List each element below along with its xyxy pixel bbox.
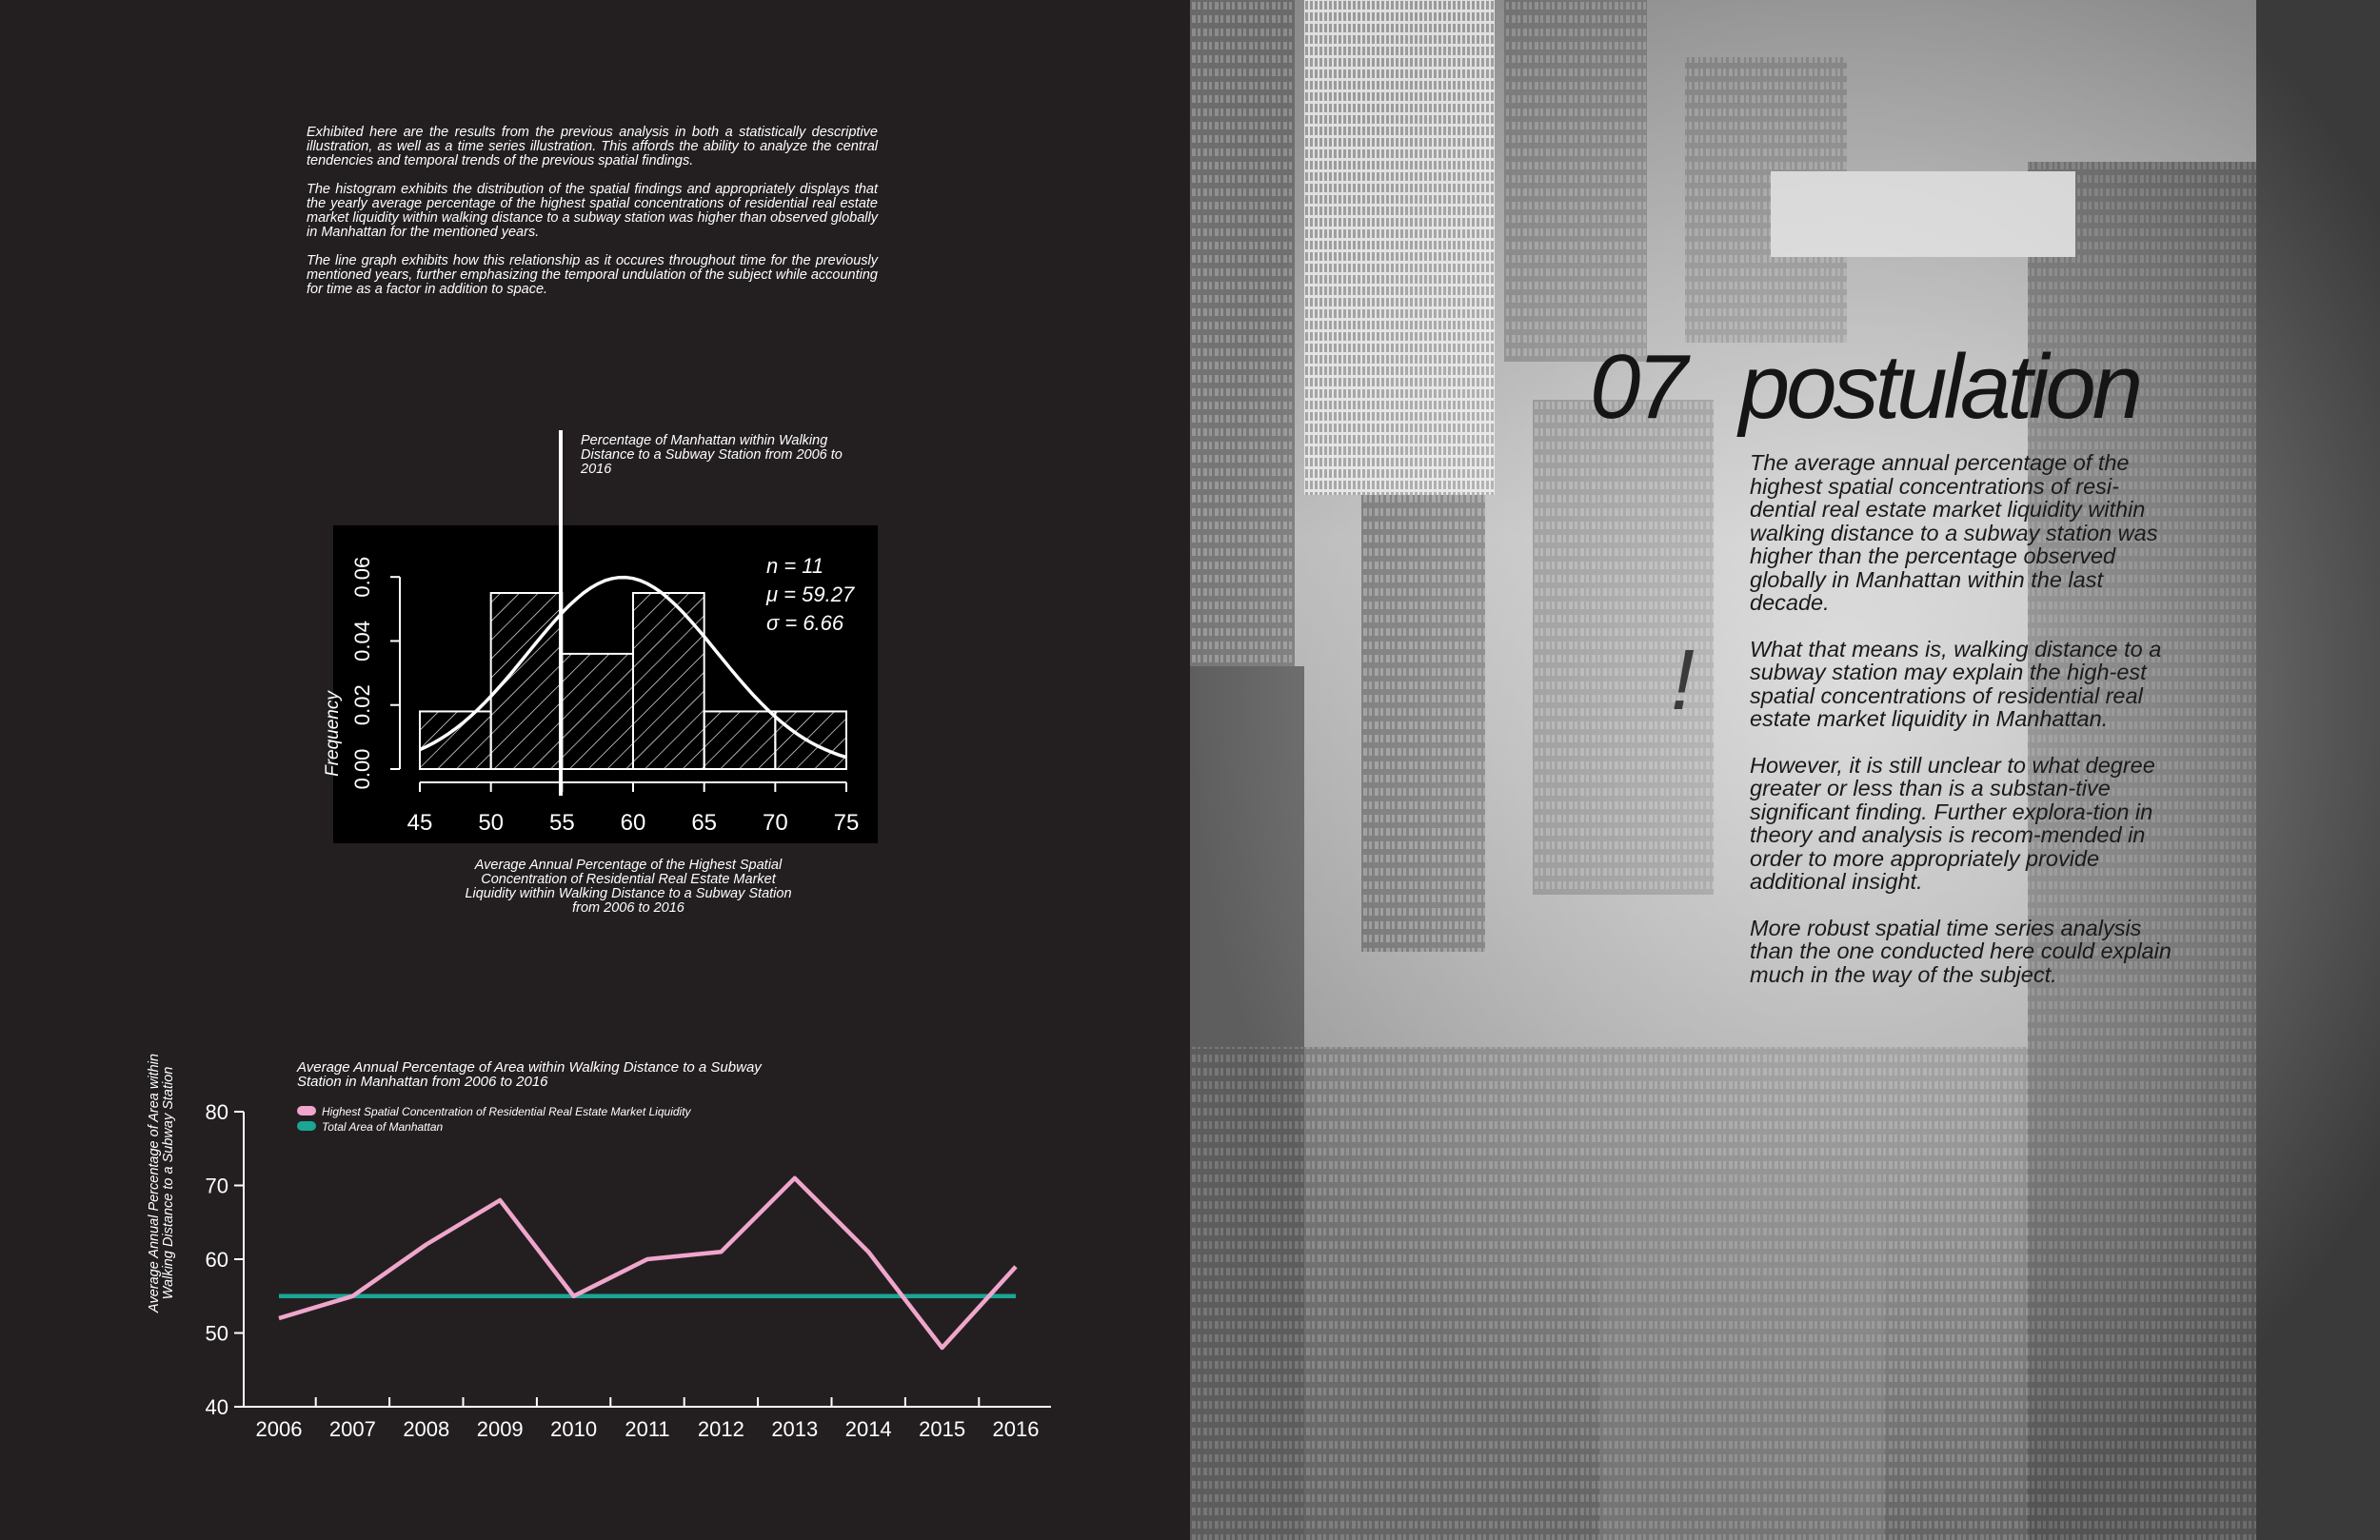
line-x-tick-label: 2014 [844,1417,892,1441]
histogram-x-tick-label: 75 [833,810,860,836]
legend-label-teal: Total Area of Manhattan [322,1120,444,1134]
legend-swatch-teal [297,1121,316,1131]
histogram-x-tick-label: 65 [691,810,718,836]
line-x-tick-label: 2006 [255,1417,303,1441]
postulation-paragraph-1: The average annual percentage of the highest spatial concentrations of resi-dential real estate market liquidity within walking distance to a subway station was higher than the percentage observed globally in Manhattan within the last decade. [1750,450,2158,615]
histogram-bottom-caption: Average Annual Percentage of the Highest Spatial Concentration of Residential Real Estate Market Liquidity within Walking Distance to a Subway Station from 2006 to 2016 [465,858,792,916]
line-x-tick-label: 2016 [992,1417,1040,1441]
histogram-x-tick-label: 55 [548,810,575,836]
intro-paragraph-3: The line graph exhibits how this relationship as it occures throughout time for the previously mentioned years, further emphasizing the temporal undulation of the subject while accounting for time as a factor in addition to space. [307,253,878,297]
line-x-tick-label: 2008 [403,1417,450,1441]
line-x-tick-label: 2012 [697,1417,744,1441]
postulation-paragraph-3: However, it is still unclear to what degree greater or less than is a substan-tive significant finding. Further explora-tion in theory and analysis is recom-mended in order to more appropriately provide additional insight. [1750,752,2155,894]
histogram-x-tick-label: 50 [478,810,505,836]
histogram-y-tick-label: 0.04 [350,621,374,661]
line-series [279,1178,1016,1348]
legend-swatch-pink [297,1106,316,1116]
line-y-tick-label: 40 [205,1395,228,1419]
postulation-text [1750,451,2183,1009]
line-y-tick-label: 80 [205,1100,228,1124]
histogram-marker-caption: Percentage of Manhattan within Walking Distance to a Subway Station from 2006 to 2016 [581,433,843,477]
histogram-y-tick-label: 0.00 [350,748,374,790]
line-y-tick-label: 60 [205,1248,228,1272]
postulation-paragraph-4: More robust spatial time series analysis than the one conducted here could explain much in the way of the subject. [1750,915,2172,987]
histogram-y-tick-label: 0.06 [350,556,374,598]
stat-n: n = 11 [766,554,824,578]
line-y-tick-label: 50 [205,1321,228,1346]
right-page [1190,0,2380,1540]
section-number: 07 [1590,336,1684,438]
line-chart-y-label: Average Annual Percentage of Area within Walking Distance to a Subway Station [147,1054,176,1313]
legend-label-pink: Highest Spatial Concentration of Residential Real Estate Market Liquidity [322,1105,691,1118]
section-heading [1590,335,2139,440]
line-x-tick-label: 2009 [476,1417,524,1441]
section-title: postulation [1738,336,2140,438]
line-x-tick-label: 2007 [328,1417,376,1441]
histogram-x-tick-label: 60 [620,810,646,836]
stat-sigma: σ = 6.66 [766,611,844,635]
line-x-tick-label: 2010 [550,1417,598,1441]
histogram-y-label: Frequency [322,691,343,777]
line-x-tick-label: 2013 [771,1417,819,1441]
postulation-paragraph-2: What that means is, walking distance to a subway station may explain the high-est spatial concentrations of residential real estate market liquidity in Manhattan. [1750,636,2162,731]
line-chart-title: Average Annual Percentage of Area within Walking Distance to a Subway Station in Manhattan from 2006 to 2016 [297,1059,762,1090]
intro-paragraph-1: Exhibited here are the results from the previous analysis in both a statistically descriptive illustration, as well as a time series illustration. This affords the ability to analyze the central tendencies and temporal trends of the previous spatial findings. [307,125,878,168]
stat-mu: μ = 59.27 [766,582,855,606]
line-y-tick-label: 70 [205,1174,228,1198]
histogram-y-tick-label: 0.02 [350,684,374,726]
histogram-x-tick-label: 70 [762,810,788,836]
line-legend [297,1105,692,1134]
histogram-x-tick-label: 45 [407,810,433,836]
exclamation-mark: ! [1671,633,1696,728]
line-x-tick-label: 2011 [625,1417,670,1441]
intro-paragraph-2: The histogram exhibits the distribution of the spatial findings and appropriately displays that the yearly average percentage of the highest spatial concentrations of residential real estate market liquidity within walking distance to a subway station was higher than observed globally in Manhattan for the mentioned years. [307,182,878,240]
line-x-tick-label: 2015 [919,1417,966,1441]
